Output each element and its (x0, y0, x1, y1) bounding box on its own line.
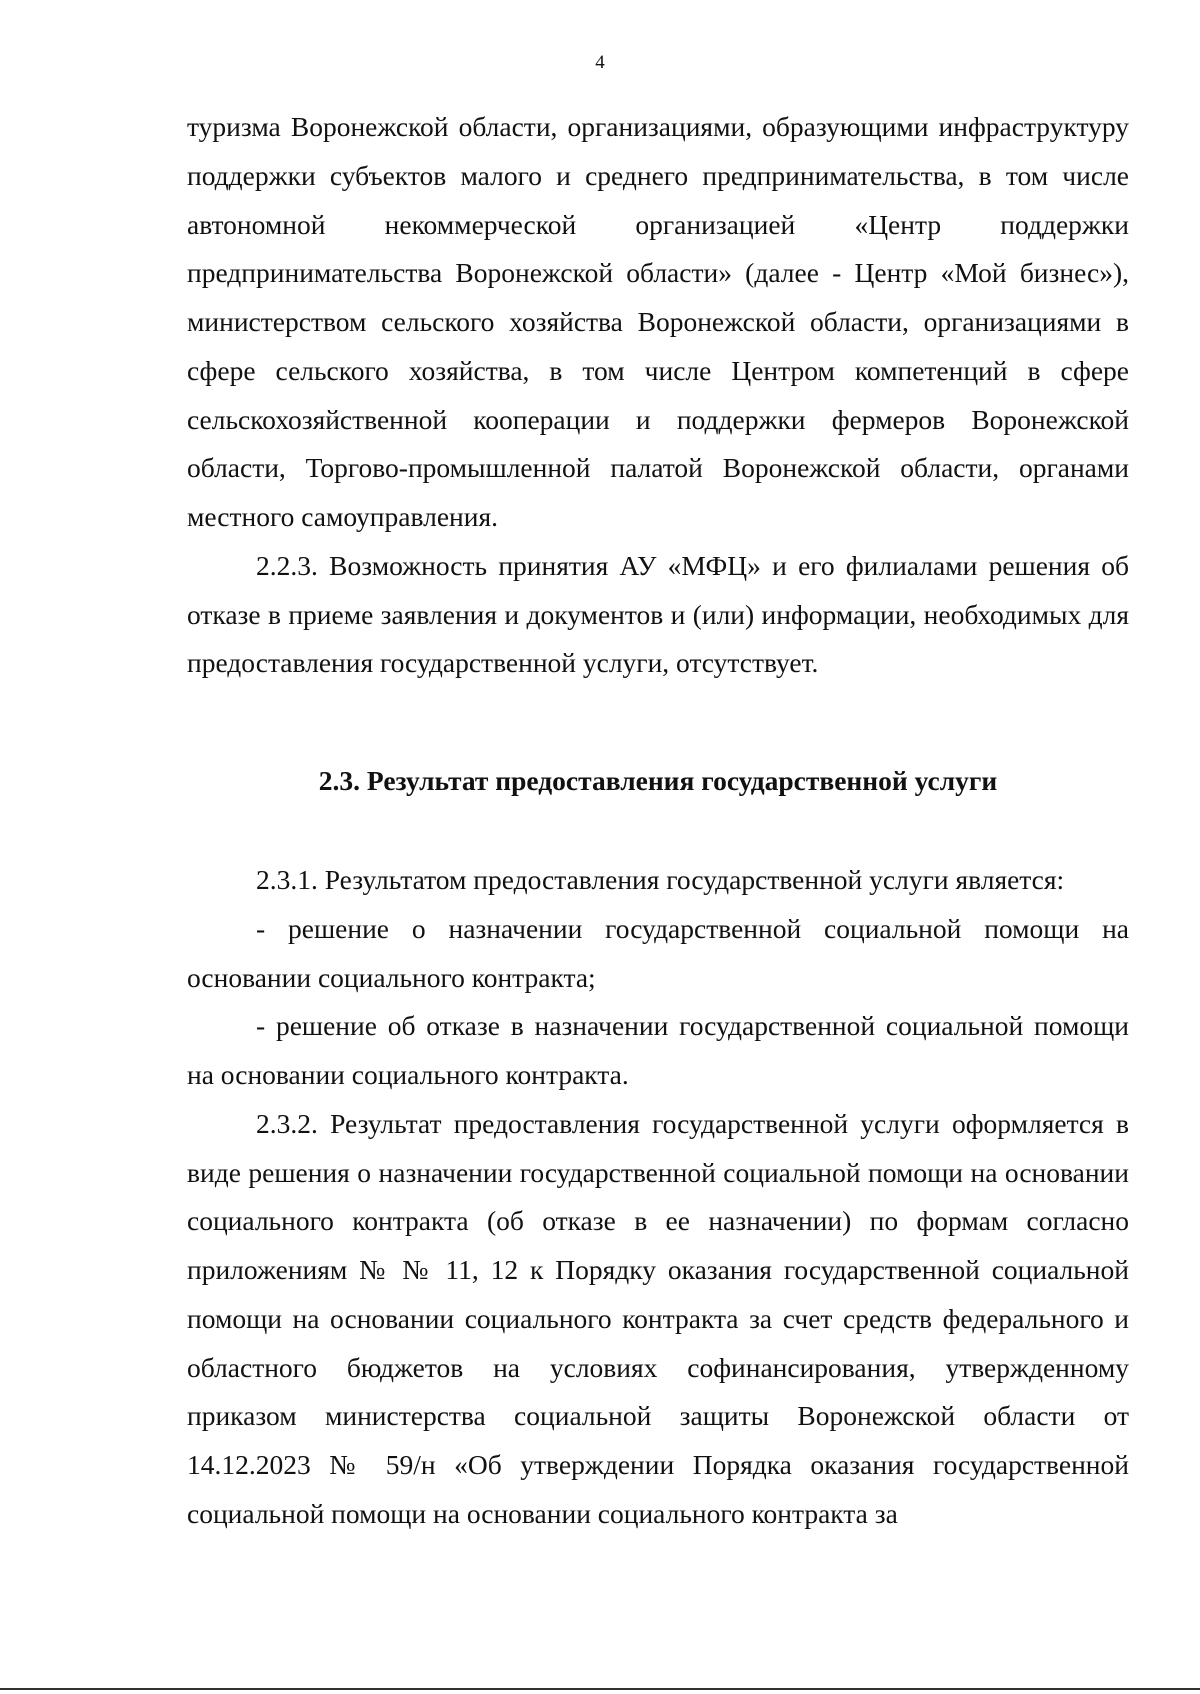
footer-rule (0, 1688, 1200, 1690)
paragraph-2-3-1: 2.3.1. Результатом предоставления государственной услуги является: (256, 864, 1065, 895)
body-text-top (187, 103, 1129, 688)
list-item-refusal-decision: - решение об отказе в назначении государственной социальной помощи на основании социального контракта. (187, 1010, 1129, 1090)
paragraph-2-3-2: 2.3.2. Результат предоставления государственной услуги оформляется в виде решения о назначении государственной социальной помощи на основании социального контракта (об отказе в ее назначении) по формам согласно приложениям № № 11, 12 к Порядку оказания государственной социальной помощи на основании социального контракта за счет средств федерального и областного бюджетов на условиях софинансирования, утвержденному приказом министерства социальной защиты Воронежской области от 14.12.2023 № 59/н «Об утверждении Порядка оказания государственной социальной помощи на основании социального контракта за (187, 1107, 1129, 1529)
paragraph-2-2-3: 2.2.3. Возможность принятия АУ «МФЦ» и его филиалами решения об отказе в приеме заявления и документов и (или) информации, необходимых для предоставления государственной услуги, отсутствует. (187, 549, 1129, 679)
page-number: 4 (595, 52, 605, 73)
paragraph-continuation: туризма Воронежской области, организациями, образующими инфраструктуру поддержки субъектов малого и среднего предпринимательства, в том числе автономной некоммерческой организацией «Центр поддержки предпринимательства Воронежской области» (далее - Центр «Мой бизнес»), министерством сельского хозяйства Воронежской области, организациями в сфере сельского хозяйства, в том числе Центром компетенций в сфере сельскохозяйственной кооперации и поддержки фермеров Воронежской области, Торгово-промышленной палатой Воронежской области, органами местного самоуправления. (187, 111, 1129, 532)
list-item-grant-decision: - решение о назначении государственной социальной помощи на основании социального контракта; (187, 912, 1129, 993)
body-text-bottom (187, 856, 1129, 1539)
section-heading: 2.3. Результат предоставления государственной услуги (318, 765, 998, 796)
